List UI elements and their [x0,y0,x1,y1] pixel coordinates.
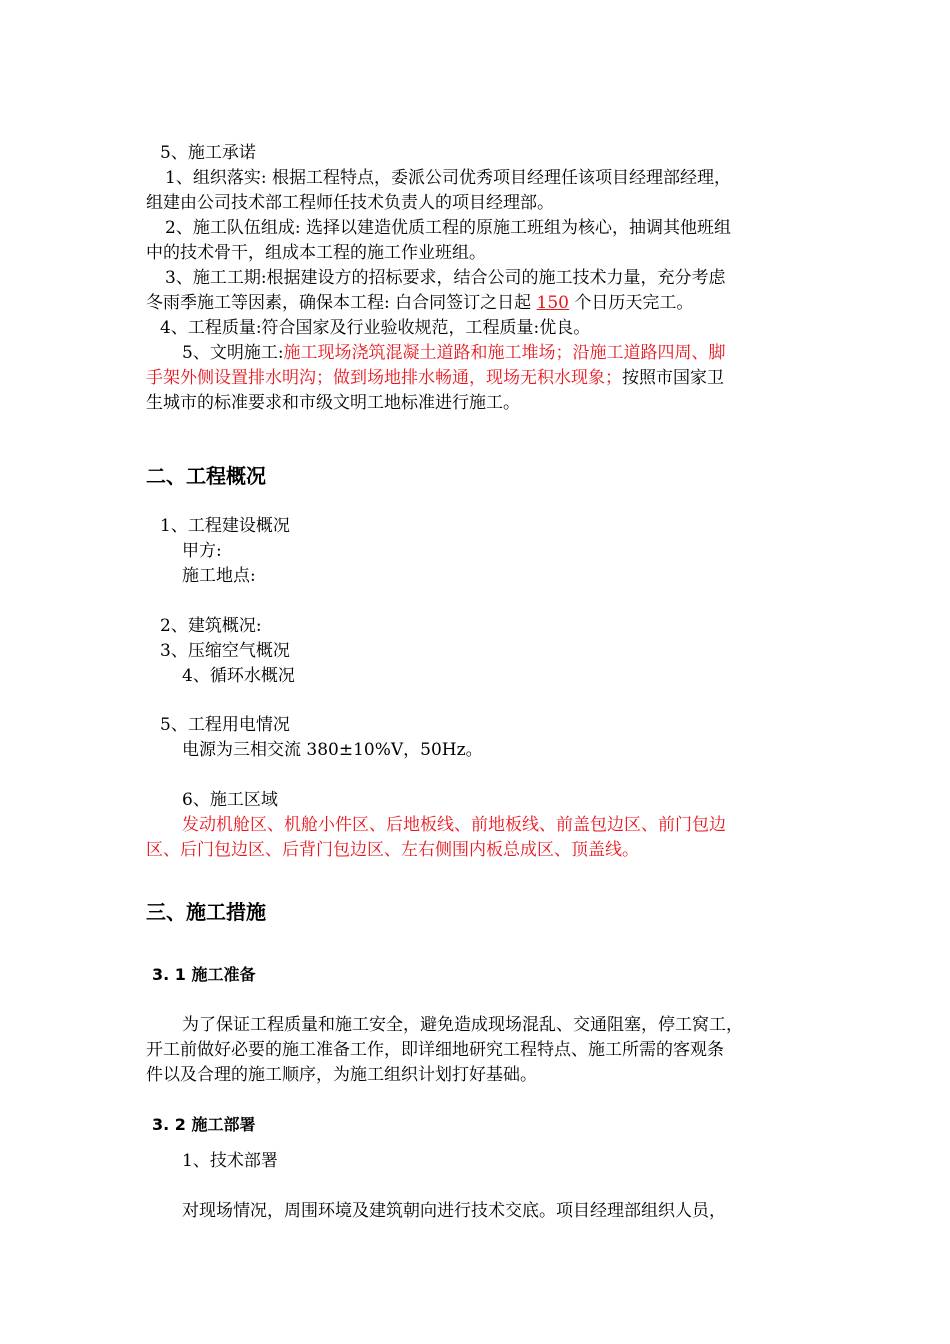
overview-power: 电源为三相交流 380±10%V，50Hz。 [182,740,483,760]
overview-s3: 3、压缩空气概况 [160,641,290,661]
overview-s5-title: 5、工程用电情况 [160,715,290,735]
overview-party-a: 甲方: [182,541,222,561]
commitment-item3-line1: 3、施工工期:根据建设方的招标要求，结合公司的施工技术力量，充分考虑 [165,268,726,288]
overview-s2: 2、建筑概况: [160,616,262,636]
overview-location: 施工地点: [182,566,256,586]
commitment-item2-line2: 中的技术骨干，组成本工程的施工作业班组。 [146,243,486,263]
commitment-item3-line2 [146,291,693,316]
item5-label: 5、文明施工: [182,343,284,363]
commitment-title: 5、施工承诺 [160,143,256,163]
measures-s32-sub1: 1、技术部署 [182,1151,278,1171]
overview-s6-title: 6、施工区域 [182,790,278,810]
commitment-item5-line2 [146,366,724,391]
commitment-item5-line1 [182,341,726,366]
measures-s31-title: 3. 1 施工准备 [152,965,256,984]
item5-black2: 按照市国家卫 [622,368,724,388]
overview-s1-title: 1、工程建设概况 [160,516,290,536]
item3-days: 150 [536,293,569,313]
measures-heading: 三、施工措施 [146,900,266,924]
measures-s32-line1: 对现场情况，周围环境及建筑朝向进行技术交底。项目经理部组织人员， [182,1201,726,1221]
commitment-item1-line1: 1、组织落实: 根据工程特点，委派公司优秀项目经理任该项目经理部经理， [165,168,731,188]
commitment-item5-line3: 生城市的标准要求和市级文明工地标准进行施工。 [146,393,520,413]
commitment-item2-line1: 2、施工队伍组成: 选择以建造优质工程的原施工班组为核心，抽调其他班组 [165,218,731,238]
commitment-item1-line2: 组建由公司技术部工程师任技术负责人的项目经理部。 [146,193,554,213]
overview-areas-line2: 区、后门包边区、后背门包边区、左右侧围内板总成区、顶盖线。 [146,840,639,860]
overview-heading: 二、工程概况 [146,464,266,488]
measures-s31-line1: 为了保证工程质量和施工安全，避免造成现场混乱、交通阻塞，停工窝工， [182,1015,743,1035]
commitment-item4: 4、工程质量:符合国家及行业验收规范，工程质量:优良。 [160,318,591,338]
measures-s31-line3: 件以及合理的施工顺序，为施工组织计划打好基础。 [146,1065,537,1085]
measures-s31-line2: 开工前做好必要的施工准备工作，即详细地研究工程特点、施工所需的客观条 [146,1040,724,1060]
item5-red1: 施工现场浇筑混凝土道路和施工堆场；沿施工道路四周、脚 [283,343,726,363]
item3-line2-pre: 冬雨季施工等因素，确保本工程: 白合同签订之日起 [146,293,537,313]
item3-line2-post: 个日历天完工。 [569,293,694,313]
overview-areas-line1: 发动机舱区、机舱小件区、后地板线、前地板线、前盖包边区、前门包边 [182,815,726,835]
item5-red2: 手架外侧设置排水明沟；做到场地排水畅通，现场无积水现象； [146,368,622,388]
overview-s4: 4、循环水概况 [182,666,295,686]
measures-s32-title: 3. 2 施工部署 [152,1115,256,1134]
